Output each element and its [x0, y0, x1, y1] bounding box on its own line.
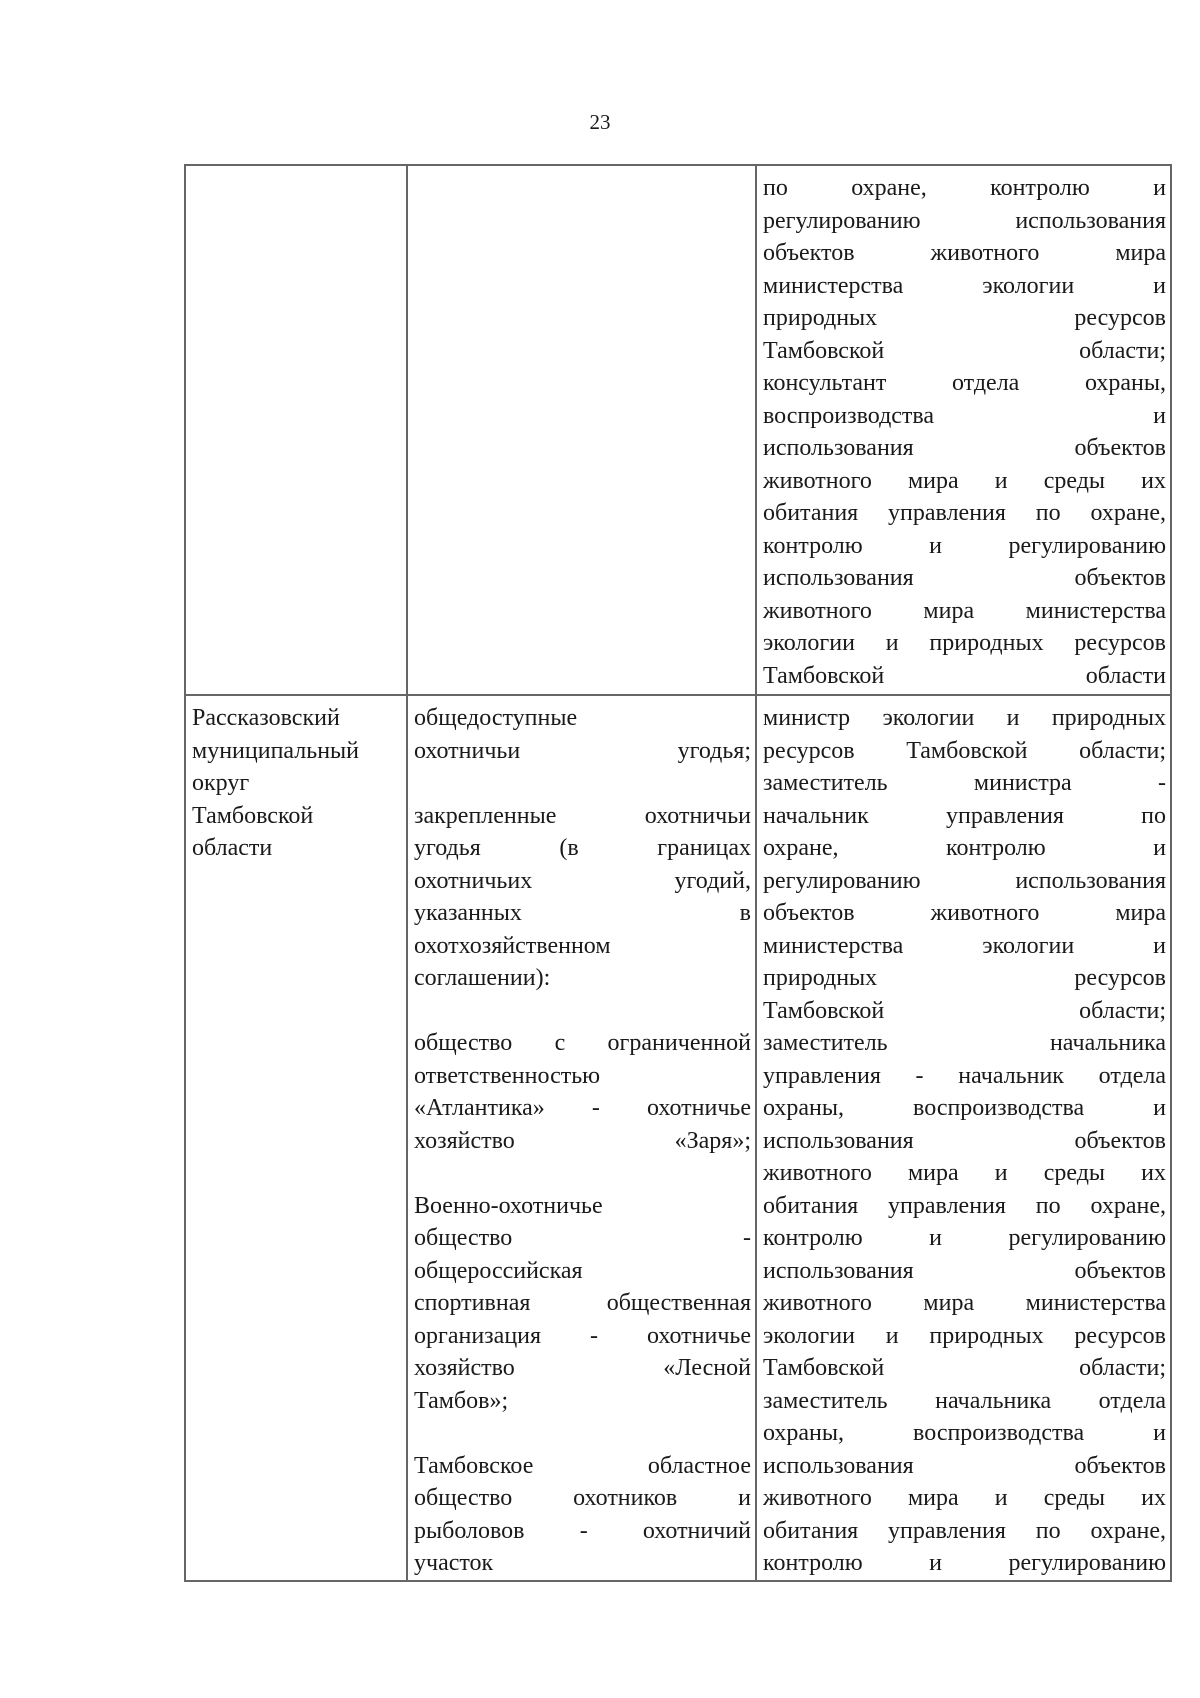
- text-line: начальник управления по: [763, 802, 1166, 829]
- text-line: контролю и регулированию: [763, 1550, 1166, 1576]
- text-line: «Атлантика» - охотничье: [414, 1095, 751, 1121]
- text-line: хозяйство «Заря»;: [414, 1127, 751, 1154]
- text-line: контролю и регулированию: [763, 1225, 1166, 1251]
- text-line: экологии и природных ресурсов: [763, 630, 1166, 656]
- text-line: общероссийская: [414, 1257, 583, 1284]
- text-line: контролю и регулированию: [763, 532, 1166, 559]
- text-line: использования объектов: [763, 435, 1166, 461]
- text-line: консультант отдела охраны,: [763, 370, 1166, 396]
- text-line: Рассказовский: [192, 705, 340, 731]
- text-line: охраны, воспроизводства и: [763, 1420, 1166, 1446]
- text-line: животного мира и среды их: [763, 1160, 1166, 1186]
- row1-col2-cell: [407, 165, 756, 695]
- row2-col2-hunting-grounds-cell: [407, 695, 756, 1581]
- text-line: Тамбовской области;: [763, 1355, 1166, 1381]
- text-line: объектов животного мира: [763, 900, 1166, 926]
- text-line: обитания управления по охране,: [763, 500, 1166, 526]
- text-line: природных ресурсов: [763, 305, 1166, 331]
- text-line: министр экологии и природных: [763, 705, 1166, 731]
- text-line: министерства экологии и: [763, 932, 1166, 959]
- text-line: объектов животного мира: [763, 240, 1166, 266]
- text-line: охране, контролю и: [763, 835, 1166, 861]
- text-line: угодья (в границах: [414, 835, 751, 861]
- text-line: охотничьи угодья;: [414, 737, 751, 764]
- text-line: заместитель министра -: [763, 770, 1166, 796]
- text-line: животного мира и среды их: [763, 467, 1166, 494]
- text-line: организация - охотничье: [414, 1322, 751, 1349]
- text-line: Тамбовской: [192, 802, 314, 829]
- text-line: воспроизводства и: [763, 402, 1166, 429]
- page-number: 23: [589, 110, 611, 134]
- text-line: Тамбовской области;: [763, 997, 1166, 1024]
- text-line: заместитель начальника: [763, 1030, 1166, 1056]
- text-line: использования объектов: [763, 1127, 1166, 1154]
- text-line: [414, 1417, 751, 1450]
- row1-col1-cell: [185, 165, 407, 695]
- text-line: [414, 1157, 751, 1190]
- text-line: общество -: [414, 1225, 751, 1251]
- text-line: охраны, воспроизводства и: [763, 1095, 1166, 1121]
- text-line: общедоступные: [414, 705, 578, 731]
- text-line: использования объектов: [763, 1452, 1166, 1479]
- text-line: охотхозяйственном: [414, 932, 611, 959]
- text-line: обитания управления по охране,: [763, 1517, 1166, 1544]
- text-line: участок: [414, 1550, 494, 1576]
- text-line: экологии и природных ресурсов: [763, 1322, 1166, 1349]
- text-line: закрепленные охотничьи: [414, 802, 751, 829]
- text-line: муниципальный: [192, 737, 360, 764]
- text-line: указанных в: [414, 900, 751, 926]
- text-line: рыболовов - охотничий: [414, 1517, 751, 1544]
- text-line: по охране, контролю и: [763, 175, 1166, 201]
- text-line: животного мира министерства: [763, 1290, 1166, 1316]
- document-table: [184, 164, 1172, 1582]
- text-line: обитания управления по охране,: [763, 1192, 1166, 1219]
- row1-col3-cell: [756, 165, 1171, 695]
- row2-col1-district-cell: [185, 695, 407, 1581]
- text-line: хозяйство «Лесной: [414, 1355, 751, 1381]
- text-line: округ: [192, 770, 250, 796]
- text-line: Военно-охотничье: [414, 1192, 603, 1219]
- text-line: общество с ограниченной: [414, 1030, 751, 1056]
- text-line: охотничьих угодий,: [414, 867, 751, 894]
- text-line: животного мира министерства: [763, 597, 1166, 624]
- table-row: [185, 165, 1171, 695]
- text-line: общество охотников и: [414, 1485, 751, 1511]
- text-line: Тамбовской области: [763, 662, 1166, 689]
- row2-col3-officials-cell: [756, 695, 1171, 1581]
- text-line: животного мира и среды их: [763, 1485, 1166, 1511]
- text-line: регулированию использования: [763, 207, 1166, 234]
- text-line: управления - начальник отдела: [763, 1062, 1166, 1089]
- text-line: [414, 767, 751, 800]
- table-row: [185, 695, 1171, 1581]
- text-line: Тамбовской области;: [763, 337, 1166, 364]
- text-line: области: [192, 835, 273, 861]
- text-line: Тамбовское областное: [414, 1452, 751, 1479]
- text-line: [414, 995, 751, 1028]
- text-line: министерства экологии и: [763, 272, 1166, 299]
- text-line: Тамбов»;: [414, 1387, 509, 1414]
- text-line: заместитель начальника отдела: [763, 1387, 1166, 1414]
- text-line: спортивная общественная: [414, 1290, 751, 1316]
- text-line: ресурсов Тамбовской области;: [763, 737, 1166, 764]
- text-line: ответственностью: [414, 1062, 601, 1089]
- text-line: использования объектов: [763, 1257, 1166, 1284]
- text-line: соглашении):: [414, 965, 551, 991]
- text-line: природных ресурсов: [763, 965, 1166, 991]
- text-line: использования объектов: [763, 565, 1166, 591]
- text-line: регулированию использования: [763, 867, 1166, 894]
